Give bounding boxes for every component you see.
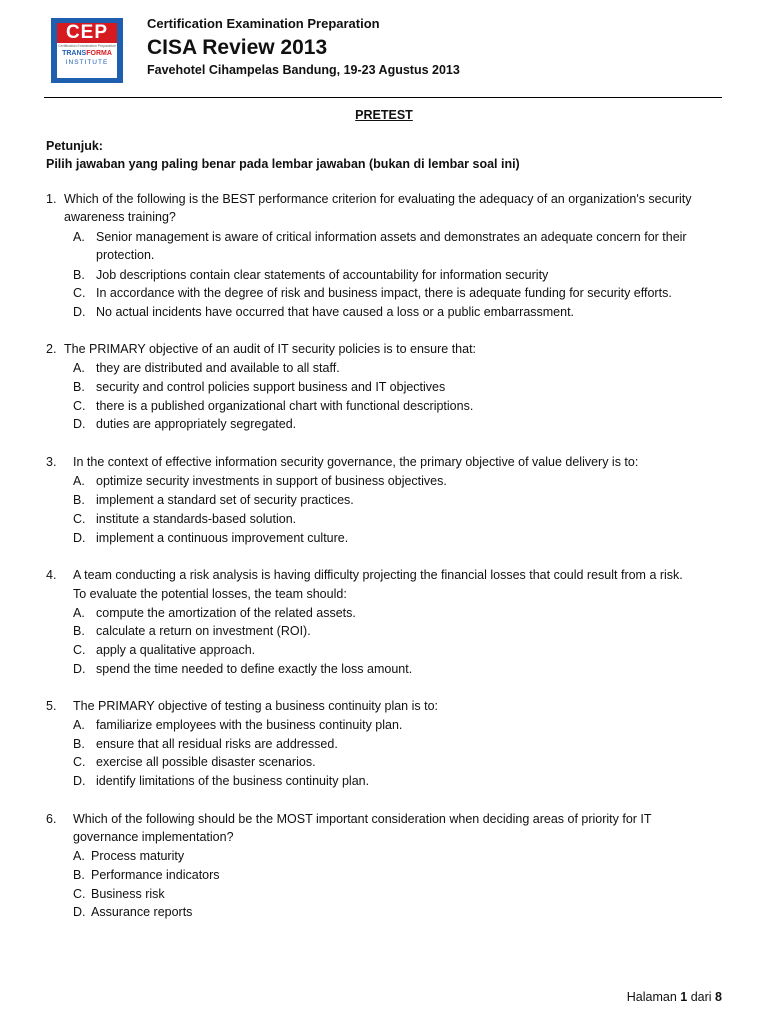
option-text: security and control policies support business and IT objectives [96,380,446,394]
option-text: ensure that all residual risks are addressed. [96,737,338,751]
option-letter: B. [73,493,85,507]
option-letter: D. [73,305,86,319]
option-letter: C. [73,887,86,901]
option-text: institute a standards-based solution. [96,512,297,526]
question-text: The PRIMARY objective of an audit of IT security policies is to ensure that: [64,342,477,356]
instructions-heading: Petunjuk: [46,139,103,153]
option-text: apply a qualitative approach. [96,643,256,657]
option-letter: A. [73,230,85,244]
pretest-title: PRETEST [355,108,413,122]
option-letter: C. [73,399,86,413]
question-number: 3. [46,455,57,469]
logo-institute: INSTITUTE [65,59,109,66]
page-footer [627,990,722,1004]
footer-prefix: Halaman [626,990,677,1004]
footer-page-number: 1 [680,990,688,1004]
question-text: To evaluate the potential losses, the team should: [73,587,347,601]
question-text: Which of the following is the BEST performance criterion for evaluating the adequacy of an organization's security [64,192,692,206]
question-text: A team conducting a risk analysis is having difficulty projecting the financial losses that could result from a risk. [73,568,683,582]
question-text: Which of the following should be the MOST important consideration when deciding areas of priority for IT [73,812,652,826]
option-text: familiarize employees with the business continuity plan. [96,718,403,732]
option-text: Process maturity [91,849,185,863]
option-text: Performance indicators [91,868,220,882]
option-text: identify limitations of the business continuity plan. [96,774,370,788]
option-letter: A. [73,849,85,863]
option-letter: C. [73,512,86,526]
option-letter: B. [73,868,85,882]
option-letter: B. [73,737,85,751]
question-number: 1. [46,192,57,206]
option-text: Job descriptions contain clear statements of accountability for information security [96,268,549,282]
question-text: In the context of effective information security governance, the primary objective of value delivery is to: [73,455,639,469]
logo-brand-b: FORMA [86,50,112,57]
option-letter: A. [73,474,85,488]
option-letter: D. [73,774,86,788]
logo-tagline: Certification Examination Preparation [58,44,116,48]
question-number: 4. [46,568,57,582]
option-text: there is a published organizational chart with functional descriptions. [96,399,474,413]
option-text: calculate a return on investment (ROI). [96,624,311,638]
option-letter: D. [73,662,86,676]
option-text: No actual incidents have occurred that have caused a loss or a public embarrassment. [96,305,575,319]
option-letter: D. [73,417,86,431]
option-letter: A. [73,718,85,732]
option-text: implement a continuous improvement culture. [96,531,349,545]
option-letter: B. [73,268,85,282]
option-text: Business risk [91,887,165,901]
option-text: spend the time needed to define exactly the loss amount. [96,662,413,676]
footer-total-pages: 8 [715,990,722,1004]
option-text: Assurance reports [91,905,193,919]
header-divider [44,97,722,98]
header-venue: Favehotel Cihampelas Bandung, 19-23 Agustus 2013 [147,63,460,77]
option-letter: B. [73,380,85,394]
header-subtitle: Certification Examination Preparation [147,16,380,31]
option-text: duties are appropriately segregated. [96,417,297,431]
option-text: they are distributed and available to all staff. [96,361,340,375]
question-number: 5. [46,699,57,713]
instructions-text: Pilih jawaban yang paling benar pada lembar jawaban (bukan di lembar soal ini) [46,157,520,171]
option-letter: C. [73,755,86,769]
option-letter: A. [73,361,85,375]
option-text: implement a standard set of security practices. [96,493,354,507]
question-text: awareness training? [64,210,176,224]
logo-cep-text: CEP [57,23,117,43]
question-text: governance implementation? [73,830,234,844]
option-letter: A. [73,606,85,620]
question-number: 2. [46,342,57,356]
question-text: The PRIMARY objective of testing a business continuity plan is to: [73,699,439,713]
option-text: optimize security investments in support of business objectives. [96,474,447,488]
option-text: In accordance with the degree of risk and business impact, there is adequate funding for security efforts. [96,286,672,300]
option-letter: C. [73,286,86,300]
option-letter: D. [73,531,86,545]
option-letter: C. [73,643,86,657]
header-title: CISA Review 2013 [147,36,328,59]
option-text: Senior management is aware of critical information assets and demonstrates an adequate concern for their [96,230,687,244]
option-text: compute the amortization of the related assets. [96,606,356,620]
question-number: 6. [46,812,57,826]
cep-logo [51,18,123,83]
option-text: protection. [96,248,155,262]
logo-brand-a: TRANS [62,50,87,57]
option-letter: B. [73,624,85,638]
logo-brand [57,50,117,58]
option-text: exercise all possible disaster scenarios. [96,755,316,769]
option-letter: D. [73,905,86,919]
footer-middle: dari [690,990,712,1004]
